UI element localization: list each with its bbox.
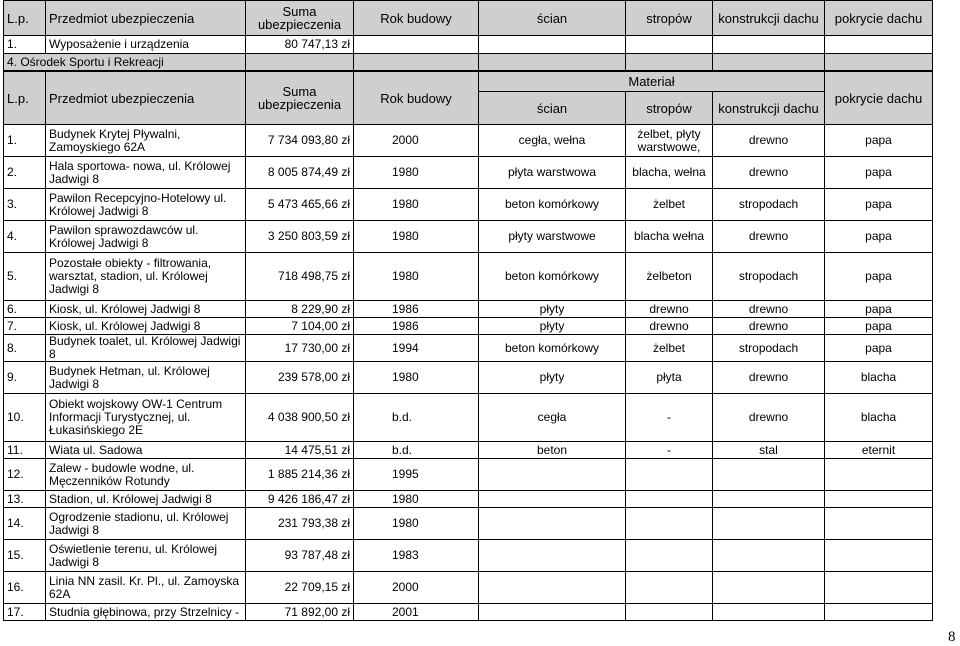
row-roof-structure: stropodach [713,253,825,301]
row-lp: 9. [4,362,46,394]
row-walls: cegła, wełna [479,125,626,157]
row-roof-structure: drewno [713,362,825,394]
row-subject: Kiosk, ul. Królowej Jadwigi 8 [46,318,246,335]
row-year: b.d. [354,442,479,459]
assets-table [3,71,933,621]
row-lp: 10. [4,394,46,442]
row-walls: cegła [479,394,626,442]
section-title: 4. Ośrodek Sportu i Rekreacji [4,54,246,71]
row-year: 1980 [354,491,479,508]
row-sum: 5 473 465,66 zł [246,189,354,221]
row-lp: 7. [4,318,46,335]
table-row [4,508,933,540]
row-walls [479,540,626,572]
row-roofing: papa [825,125,933,157]
row-ceilings [626,459,713,491]
row-roof-structure [713,572,825,604]
row-roof-structure [713,459,825,491]
row-roof-structure [713,491,825,508]
table-row [4,442,933,459]
row-roof-structure: drewno [713,125,825,157]
row-sum: 9 426 186,47 zł [246,491,354,508]
row-walls: płyty [479,301,626,318]
row-lp: 12. [4,459,46,491]
table-row [4,604,933,621]
header2-lp: L.p. [4,72,46,125]
row-year: 1995 [354,459,479,491]
row-ceilings: żelbeton [626,253,713,301]
row-subject: Zalew - budowle wodne, ul. Męczenników Rotundy [46,459,246,491]
row-walls: płyty [479,318,626,335]
row-year: 1983 [354,540,479,572]
row-sum: 231 793,38 zł [246,508,354,540]
row-roofing [825,491,933,508]
header-ceilings: stropów [626,1,713,36]
row-subject: Ogrodzenie stadionu, ul. Królowej Jadwigi 8 [46,508,246,540]
row-subject: Budynek Hetman, ul. Królowej Jadwigi 8 [46,362,246,394]
table-row [4,221,933,253]
row-subject: Studnia głębinowa, przy Strzelnicy - [46,604,246,621]
row-walls [479,508,626,540]
row-ceilings: blacha wełna [626,221,713,253]
row-ceilings [626,491,713,508]
row-ceilings [626,572,713,604]
table-row [4,189,933,221]
row-subject: Wiata ul. Sadowa [46,442,246,459]
row-roof-structure [713,604,825,621]
row-sum: 7 104,00 zł [246,318,354,335]
row-roofing: papa [825,221,933,253]
row-subject: Hala sportowa- nowa, ul. Królowej Jadwigi 8 [46,157,246,189]
row-subject: Pozostałe obiekty - filtrowania, warsztat, stadion, ul. Królowej Jadwigi 8 [46,253,246,301]
row-year: b.d. [354,394,479,442]
row-subject: Pawilon sprawozdawców ul. Królowej Jadwigi 8 [46,221,246,253]
section-row [4,54,933,71]
table-row [4,540,933,572]
row-sum: 14 475,51 zł [246,442,354,459]
header-year: Rok budowy [354,1,479,36]
header-roof-structure: konstrukcji dachu [713,1,825,36]
row-ceilings: - [626,442,713,459]
row-walls [479,604,626,621]
row-sum: 8 005 874,49 zł [246,157,354,189]
row-year: 1980 [354,157,479,189]
equipment-row [4,36,933,54]
row-roof-structure: stropodach [713,335,825,362]
row-ceilings: żelbet [626,335,713,362]
row-roofing: papa [825,335,933,362]
row-roofing: papa [825,189,933,221]
row-subject: Budynek toalet, ul. Królowej Jadwigi 8 [46,335,246,362]
header2-walls: ścian [479,92,626,125]
row-lp: 14. [4,508,46,540]
row-ceilings [626,540,713,572]
row-lp: 3. [4,189,46,221]
row-sum: 718 498,75 zł [246,253,354,301]
equipment-subject: Wyposażenie i urządzenia [46,36,246,54]
equipment-lp: 1. [4,36,46,54]
row-year: 2000 [354,125,479,157]
row-sum: 3 250 803,59 zł [246,221,354,253]
row-roof-structure: drewno [713,394,825,442]
row-walls: beton komórkowy [479,335,626,362]
header2-subject: Przedmiot ubezpieczenia [46,72,246,125]
row-lp: 11. [4,442,46,459]
row-sum: 4 038 900,50 zł [246,394,354,442]
header-walls: ścian [479,1,626,36]
header2-roof-structure: konstrukcji dachu [713,92,825,125]
row-sum: 7 734 093,80 zł [246,125,354,157]
row-roofing: papa [825,318,933,335]
header2-ceilings: stropów [626,92,713,125]
row-roofing: blacha [825,362,933,394]
row-roofing [825,459,933,491]
row-roof-structure [713,540,825,572]
row-ceilings [626,508,713,540]
row-walls: płyty warstwowe [479,221,626,253]
row-subject: Stadion, ul. Królowej Jadwigi 8 [46,491,246,508]
row-year: 1986 [354,301,479,318]
row-year: 2000 [354,572,479,604]
header2-sum: Suma ubezpieczenia [246,72,354,125]
row-walls: płyta warstwowa [479,157,626,189]
row-ceilings [626,604,713,621]
table-row [4,157,933,189]
row-year: 1980 [354,508,479,540]
table-row [4,125,933,157]
row-year: 1980 [354,253,479,301]
row-roofing: papa [825,157,933,189]
row-walls: beton komórkowy [479,253,626,301]
row-ceilings: płyta [626,362,713,394]
row-roof-structure: stropodach [713,189,825,221]
row-roof-structure: drewno [713,318,825,335]
row-roof-structure [713,508,825,540]
row-lp: 1. [4,125,46,157]
row-walls: beton [479,442,626,459]
row-walls: beton komórkowy [479,189,626,221]
header-subject: Przedmiot ubezpieczenia [46,1,246,36]
row-ceilings: - [626,394,713,442]
table-row [4,301,933,318]
table-row [4,572,933,604]
header2-material: Materiał [479,72,825,92]
row-roofing: papa [825,253,933,301]
row-lp: 2. [4,157,46,189]
row-year: 2001 [354,604,479,621]
row-ceilings: żelbet, płyty warstwowe, [626,125,713,157]
row-subject: Obiekt wojskowy OW-1 Centrum Informacji Turystycznej, ul. Łukasińskiego 2E [46,394,246,442]
row-year: 1994 [354,335,479,362]
row-sum: 22 709,15 zł [246,572,354,604]
row-subject: Budynek Krytej Pływalni, Zamoyskiego 62A [46,125,246,157]
row-subject: Oświetlenie terenu, ul. Królowej Jadwigi 8 [46,540,246,572]
row-sum: 93 787,48 zł [246,540,354,572]
row-year: 1986 [354,318,479,335]
row-roofing: eternit [825,442,933,459]
row-year: 1980 [354,221,479,253]
row-lp: 15. [4,540,46,572]
row-lp: 4. [4,221,46,253]
row-roofing: blacha [825,394,933,442]
row-sum: 17 730,00 zł [246,335,354,362]
table-row [4,491,933,508]
top-table [3,0,933,71]
row-walls [479,459,626,491]
row-roof-structure: stal [713,442,825,459]
row-roofing [825,604,933,621]
row-sum: 1 885 214,36 zł [246,459,354,491]
row-walls: płyty [479,362,626,394]
table-row [4,253,933,301]
row-lp: 13. [4,491,46,508]
table-row [4,335,933,362]
equipment-sum: 80 747,13 zł [246,36,354,54]
header-roofing: pokrycie dachu [825,1,933,36]
table-row [4,394,933,442]
header2-roofing: pokrycie dachu [825,72,933,125]
table-row [4,362,933,394]
row-roof-structure: drewno [713,157,825,189]
header-lp: L.p. [4,1,46,36]
header-sum: Suma ubezpieczenia [246,1,354,36]
header2-row-1 [4,72,933,92]
row-subject: Linia NN zasil. Kr. Pl., ul. Zamoyska 62A [46,572,246,604]
row-roofing [825,508,933,540]
table-row [4,459,933,491]
row-roofing [825,540,933,572]
row-year: 1980 [354,362,479,394]
row-ceilings: drewno [626,301,713,318]
row-lp: 16. [4,572,46,604]
row-ceilings: blacha, wełna [626,157,713,189]
row-ceilings: żelbet [626,189,713,221]
header-row [4,1,933,36]
row-lp: 8. [4,335,46,362]
page-number: 8 [948,629,956,645]
row-lp: 5. [4,253,46,301]
row-sum: 8 229,90 zł [246,301,354,318]
row-subject: Pawilon Recepcyjno-Hotelowy ul. Królowej Jadwigi 8 [46,189,246,221]
row-sum: 71 892,00 zł [246,604,354,621]
row-subject: Kiosk, ul. Królowej Jadwigi 8 [46,301,246,318]
row-ceilings: drewno [626,318,713,335]
row-lp: 6. [4,301,46,318]
row-roof-structure: drewno [713,301,825,318]
row-lp: 17. [4,604,46,621]
row-sum: 239 578,00 zł [246,362,354,394]
row-roofing [825,572,933,604]
row-walls [479,491,626,508]
row-roofing: papa [825,301,933,318]
table-body [4,125,933,621]
row-walls [479,572,626,604]
row-roof-structure: drewno [713,221,825,253]
row-year: 1980 [354,189,479,221]
table-row [4,318,933,335]
header2-year: Rok budowy [354,72,479,125]
